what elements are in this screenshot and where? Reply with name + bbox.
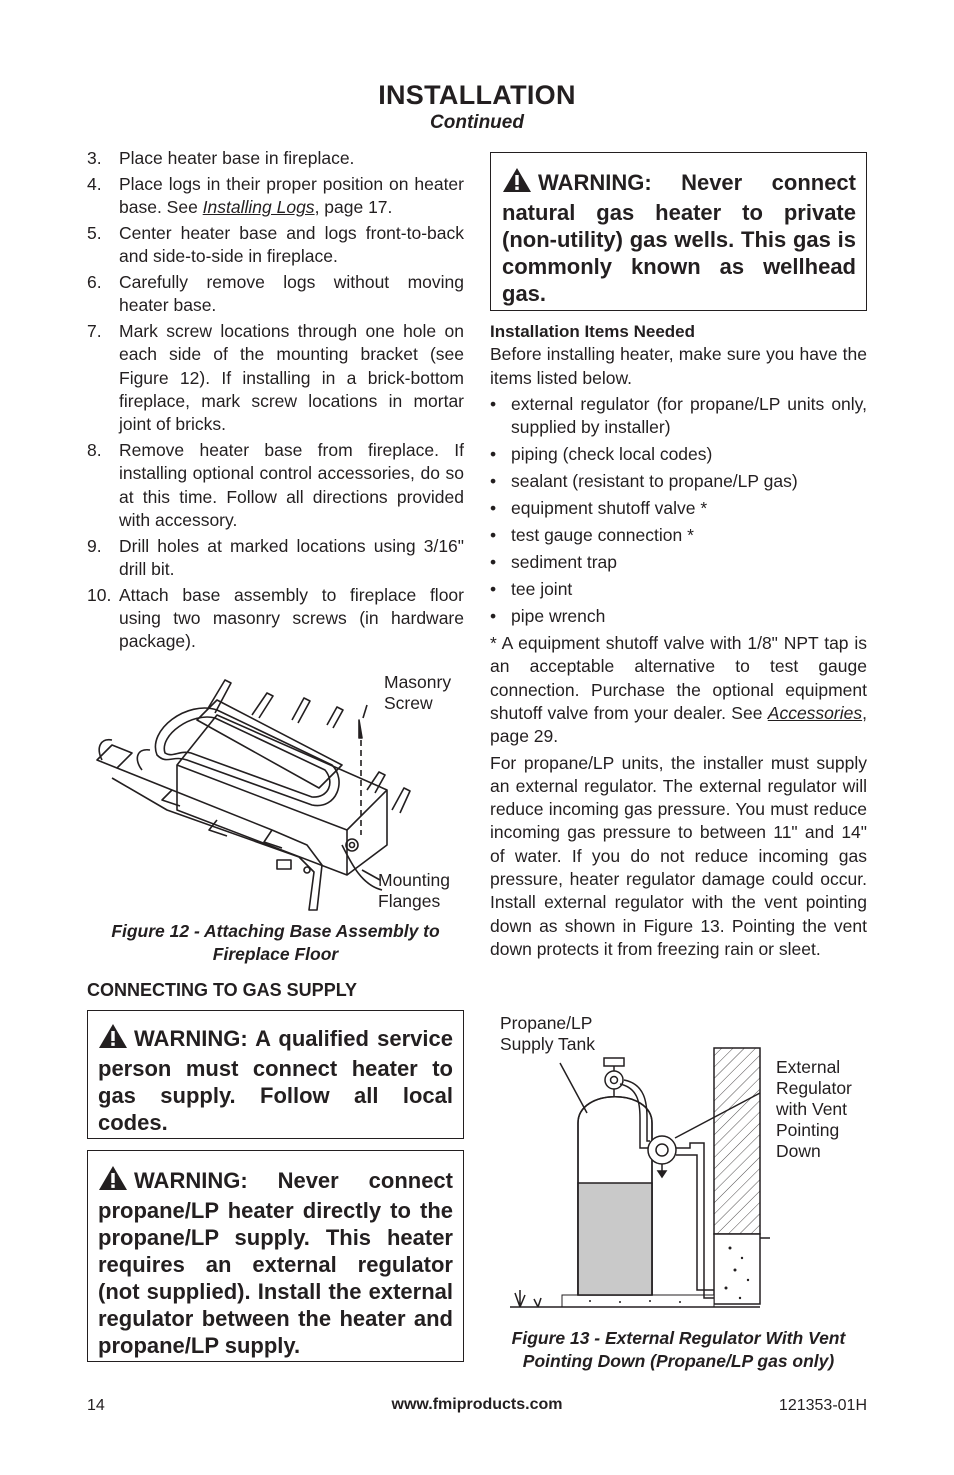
installing-logs-link[interactable]: Installing Logs (202, 197, 315, 218)
step-number: 7. (87, 321, 102, 342)
list-item: • tee joint (490, 579, 573, 600)
list-item: • pipe wrench (490, 606, 606, 627)
warning-external-regulator (87, 1150, 464, 1362)
list-item: • sealant (resistant to propane/LP gas) (490, 471, 798, 492)
list-item: • test gauge connection * (490, 525, 694, 546)
list-item: • piping (check local codes) (490, 444, 713, 465)
step-item (87, 173, 464, 220)
step-text: Mark screw locations through one hole on each side of the mounting bracket (see Figure 12). If installing in a brick-bottom fireplace, mark screw locations in mortar joint of bricks. (119, 321, 464, 435)
accessories-link[interactable]: Accessories (767, 702, 863, 723)
step-item (87, 222, 464, 269)
step-text: Remove heater base from fireplace. If installing optional control accessories, do so at this time. Follow all directions provided with accessory. (119, 440, 464, 530)
step-text: Center heater base and logs front-to-back and side-to-side in fireplace. (119, 222, 464, 267)
step-number: 4. (87, 173, 102, 194)
page-subtitle: Continued (430, 112, 524, 133)
shutoff-valve-note: * A equipment shutoff valve with 1/8" NPT tap is an acceptable alternative to test gauge connection. Purchase the optional equipment shutoff valve from your dealer. See Accessories, page 29. (490, 633, 867, 747)
step-text: Place logs in their proper position on heater base. See (119, 173, 464, 218)
figure-12-caption (87, 920, 464, 966)
mounting-flanges-label: Mounting Flanges (378, 870, 450, 911)
regulator-label: External Regulator with Vent Pointing Down (776, 1057, 852, 1161)
list-item: • equipment shutoff valve * (490, 498, 708, 519)
step-item (87, 584, 464, 654)
step-item (87, 271, 464, 318)
figure-12-caption-line1: Figure 12 - Attaching Base Assembly to (111, 921, 440, 941)
regulator-illustration (490, 1008, 867, 1323)
step-item (87, 147, 464, 170)
warning-icon (98, 1023, 128, 1055)
list-item: • external regulator (for propane/LP units only, supplied by installer) (490, 393, 867, 438)
steps-column (87, 147, 464, 656)
figure-13-caption (490, 1327, 867, 1373)
step-item (87, 320, 464, 436)
warning-text: WARNING: Never connect propane/LP heater directly to the propane/LP supply. This heater requires an external regulator (not supplied). Install the external regulator between the heater and propane/LP supply. (98, 1168, 453, 1358)
figure-12-caption-line2: Fireplace Floor (212, 944, 339, 964)
figure-13 (490, 1008, 867, 1323)
list-item: • sediment trap (490, 552, 618, 573)
step-text: Carefully remove logs without moving heater base. (119, 271, 464, 316)
tank-label: Propane/LP Supply Tank (500, 1013, 596, 1054)
step-text: Attach base assembly to fireplace floor using two masonry screws (in hardware package). (119, 584, 464, 652)
warning-text: WARNING: A qualified service person must connect heater to gas supply. Follow all local codes. (98, 1026, 453, 1135)
footer-url[interactable]: www.fmiproducts.com (391, 1396, 563, 1413)
items-list (490, 393, 867, 628)
warning-icon (98, 1165, 128, 1197)
step-text: Place heater base in fireplace. (119, 148, 355, 168)
step-item (87, 439, 464, 532)
step-number: 9. (87, 535, 102, 556)
page-title: INSTALLATION (378, 80, 576, 110)
items-heading: Installation Items Needed (490, 322, 695, 341)
warning-qualified-service (87, 1010, 464, 1139)
warning-text: WARNING: Never connect natural gas heater to private (non-utility) gas wells. This gas is commonly known as wellhead gas. (502, 170, 856, 306)
step-number: 3. (87, 148, 102, 168)
step-number: 8. (87, 440, 102, 461)
masonry-screw-label: Masonry Screw (384, 672, 452, 713)
step-text: Drill holes at marked locations using 3/16" drill bit. (119, 535, 464, 580)
figure-13-caption-line1: Figure 13 - External Regulator With Vent (511, 1328, 846, 1348)
step-text-end: , page 17. (314, 197, 393, 218)
items-needed-section (490, 320, 867, 961)
regulator-paragraph: For propane/LP units, the installer must supply an external regulator. The external regulator will reduce incoming gas pressure. You must reduce incoming gas pressure to between 11" and 14" of water. If you do not reduce incoming gas pressure, heater regulator damage could occur. Install external regulator with the vent pointing down as shown in Figure 13. Pointing the vent down protects it from freezing rain or sleet. (490, 752, 867, 959)
document-code: 121353-01H (778, 1397, 867, 1414)
step-number: 10. (87, 584, 112, 605)
page-number: 14 (87, 1397, 105, 1414)
installation-steps (87, 147, 464, 654)
step-number: 6. (87, 271, 102, 292)
figure-13-caption-line2: Pointing Down (Propane/LP gas only) (522, 1351, 835, 1371)
step-number: 5. (87, 222, 102, 243)
items-intro: Before installing heater, make sure you have the items listed below. (490, 344, 867, 388)
warning-wellhead-gas (490, 152, 867, 311)
connecting-gas-supply-heading: CONNECTING TO GAS SUPPLY (87, 980, 358, 1000)
warning-icon (502, 167, 532, 199)
step-item (87, 535, 464, 582)
